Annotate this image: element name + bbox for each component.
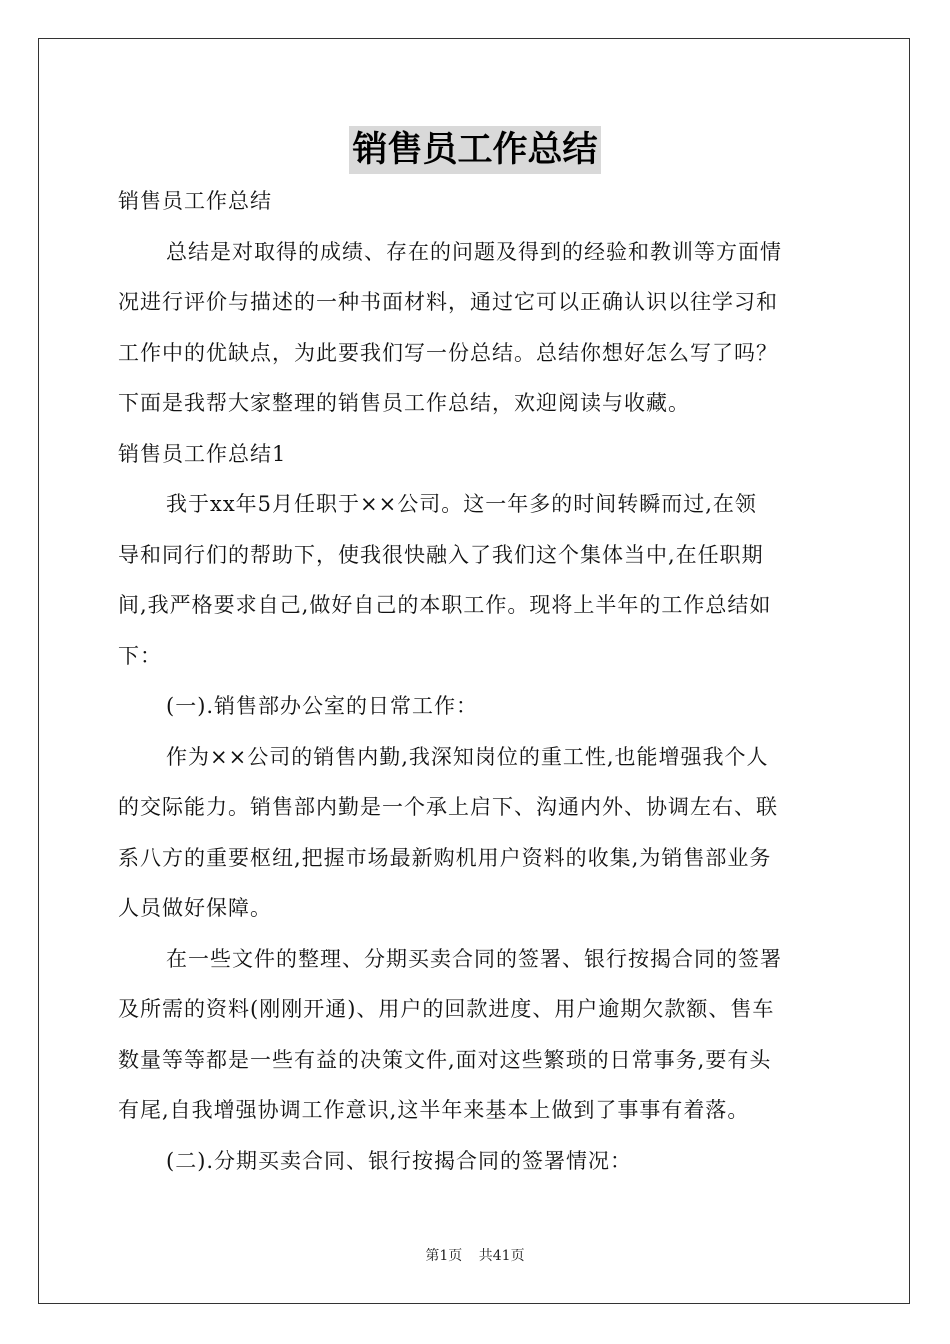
body-line: 销售员工作总结: [118, 189, 272, 213]
body-line: 下：: [118, 643, 162, 668]
body-line: 有尾,自我增强协调工作意识,这半年来基本上做到了事事有着落。: [118, 1098, 750, 1122]
body-line: (一).销售部办公室的日常工作：: [166, 694, 479, 718]
body-line: 总结是对取得的成绩、存在的问题及得到的经验和教训等方面情: [166, 239, 782, 264]
body-line: 我于xx年5月任职于××公司。这一年多的时间转瞬而过,在领: [166, 492, 757, 516]
body-line: 作为××公司的销售内勤,我深知岗位的重工性,也能增强我个人: [166, 744, 769, 769]
document-title: 销售员工作总结: [349, 126, 600, 174]
body-line: 销售员工作总结1: [118, 441, 287, 466]
document-body: [118, 176, 834, 1186]
body-line: 及所需的资料(刚刚开通)、用户的回款进度、用户逾期欠款额、售车: [118, 997, 775, 1021]
body-line: 间,我严格要求自己,做好自己的本职工作。现将上半年的工作总结如: [118, 593, 772, 617]
body-line: 导和同行们的帮助下，使我很快融入了我们这个集体当中,在任职期: [118, 542, 764, 567]
body-line: 数量等等都是一些有益的决策文件,面对这些繁琐的日常事务,要有头: [118, 1047, 772, 1072]
body-line: 况进行评价与描述的一种书面材料，通过它可以正确认识以往学习和: [118, 290, 778, 314]
page-total: 共41页: [478, 1248, 525, 1264]
body-line: 系八方的重要枢纽,把握市场最新购机用户资料的收集,为销售部业务: [118, 845, 772, 870]
body-line: 的交际能力。销售部内勤是一个承上启下、沟通内外、协调左右、联: [118, 795, 778, 819]
page-number: 第1页: [425, 1248, 463, 1264]
body-line: 工作中的优缺点，为此要我们写一份总结。总结你想好怎么写了吗？: [118, 340, 778, 365]
body-line: 在一些文件的整理、分期买卖合同的签署、银行按揭合同的签署: [166, 946, 782, 971]
body-line: (二).分期买卖合同、银行按揭合同的签署情况：: [166, 1148, 633, 1173]
title-container: [0, 126, 950, 174]
page-footer: [0, 1245, 950, 1265]
body-line: 下面是我帮大家整理的销售员工作总结，欢迎阅读与收藏。: [118, 391, 690, 415]
body-line: 人员做好保障。: [118, 896, 272, 920]
